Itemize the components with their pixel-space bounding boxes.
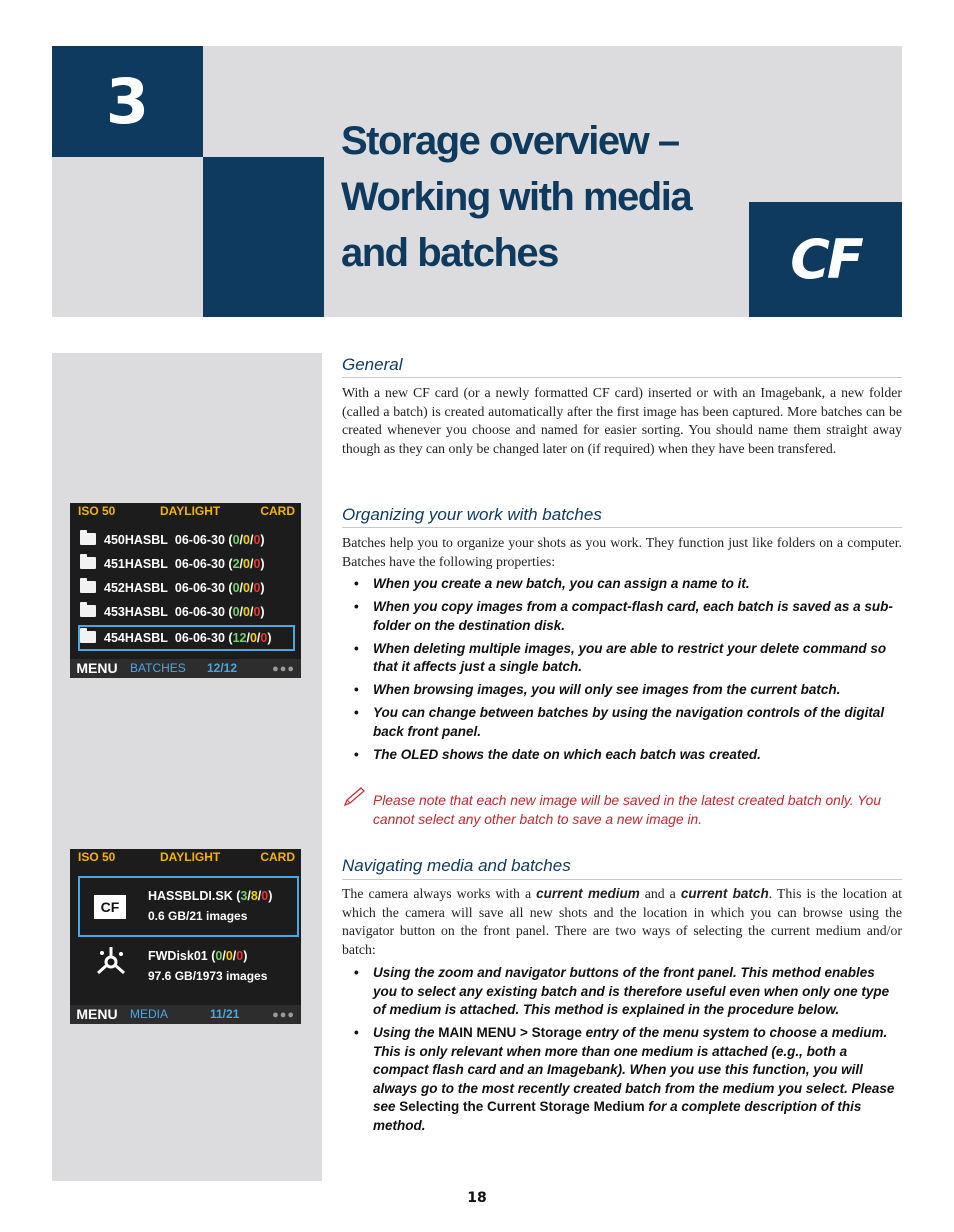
folder-icon <box>80 557 96 569</box>
iso-label: ISO 50 <box>78 504 116 518</box>
list-item: • When browsing images, you will only see images from the current batch. <box>354 682 841 697</box>
bullet-list-navigating <box>342 964 902 1140</box>
section-label: MEDIA <box>130 1007 169 1021</box>
divider <box>342 377 902 378</box>
firewire-icon <box>94 945 128 977</box>
folder-icon <box>80 533 96 545</box>
chapter-number: 3 <box>105 65 150 138</box>
list-item: • Using the MAIN MENU > Storage entry of the menu system to choose a medium. This is only relevant when more than one medium is attached (e.g., both a compact flash card and an Imagebank). When you use this function, you will always go to the most recently created batch from the medium you select. Please see Selecting the Current Storage Medium for a complete description of this method. <box>354 1025 895 1133</box>
batch-row-selected[interactable]: 454HASBL 06-06-30 (12/0/0) <box>80 627 272 649</box>
media-screen <box>70 849 301 1024</box>
folder-icon <box>80 581 96 593</box>
batch-row[interactable]: 451HASBL 06-06-30 (2/0/0) <box>80 553 265 575</box>
cf-logo: CF <box>790 228 861 291</box>
divider <box>342 527 902 528</box>
white-balance-label: DAYLIGHT <box>160 504 221 518</box>
screen-status-bar <box>70 503 301 519</box>
media-counter: 11/21 <box>210 1007 240 1021</box>
chapter-title-line: and batches <box>341 231 558 275</box>
bullet-list-organizing <box>342 575 902 769</box>
divider <box>342 879 902 880</box>
list-item: • When you create a new batch, you can assign a name to it. <box>354 576 750 591</box>
cf-card-icon: CF <box>94 895 126 919</box>
section-heading-organizing: Organizing your work with batches <box>342 505 602 524</box>
list-item: • The OLED shows the date on which each batch was created. <box>354 746 761 762</box>
section-heading-general: General <box>342 355 403 374</box>
chapter-title-line: Storage overview – <box>341 119 679 163</box>
storage-label: CARD <box>260 504 295 518</box>
paragraph-navigating: The camera always works with a current medium and a current batch. This is the location at which the camera will save all new shots and the location in which you can browse using the navigator button on the front panel. There are two ways of selecting the current medium and/or batch: <box>342 886 902 957</box>
pencil-icon <box>343 787 367 807</box>
batch-counter: 12/12 <box>207 661 238 675</box>
page-number: 18 <box>467 1190 487 1206</box>
sidebar-panel <box>52 353 322 1181</box>
batch-row[interactable]: 452HASBL 06-06-30 (0/0/0) <box>80 577 265 599</box>
iso-label: ISO 50 <box>78 850 116 864</box>
decor-block <box>203 157 324 317</box>
list-item: • When you copy images from a compact-flash card, each batch is saved as a sub-folder on the destination disk. <box>354 599 893 633</box>
media-info: 0.6 GB/21 images <box>148 909 248 923</box>
section-label: BATCHES <box>130 661 186 675</box>
list-item: • When deleting multiple images, you are able to restrict your delete command so that it affects just a single batch. <box>354 640 887 674</box>
screen-status-bar <box>70 849 301 865</box>
media-info: 97.6 GB/1973 images <box>148 969 268 983</box>
media-item-firewire[interactable]: FWDisk01 (0/0/0) <box>148 949 248 963</box>
paragraph-general: With a new CF card (or a newly formatted CF card) inserted or with an Imagebank, a new folder (called a batch) is created automatically after the first image has been captured. More batches can be created whenever you choose and named for easier sorting. You should name them straight away though as they can only be changed later on (if required) when they have been transfered. <box>342 385 902 456</box>
batches-screen <box>70 503 301 678</box>
list-item: • Using the zoom and navigator buttons of the front panel. This method enables you to select any existing batch and is therefore useful even when only one type of medium is attached. This method is explained in the procedure below. <box>354 965 890 1017</box>
menu-button[interactable]: MENU <box>70 659 124 678</box>
white-balance-label: DAYLIGHT <box>160 850 221 864</box>
pagination-dots-icon: ●●● <box>272 1009 295 1021</box>
storage-label: CARD <box>260 850 295 864</box>
batch-row[interactable]: 453HASBL 06-06-30 (0/0/0) <box>80 601 265 623</box>
folder-icon <box>80 631 96 643</box>
section-heading-navigating: Navigating media and batches <box>342 856 571 875</box>
chapter-title <box>341 113 741 281</box>
menu-button[interactable]: MENU <box>70 1005 124 1024</box>
pagination-dots-icon: ●●● <box>272 663 295 675</box>
paragraph-organizing: Batches help you to organize your shots as you work. They function just like folders on a computer. Batches have the following properties: <box>342 535 902 569</box>
chapter-title-line: Working with media <box>341 175 692 219</box>
list-item: • You can change between batches by using the navigation controls of the digital back front panel. <box>354 705 885 739</box>
media-item-cf[interactable]: HASSBLDI.SK (3/8/0) <box>148 889 273 903</box>
note-text: Please note that each new image will be saved in the latest created batch only. You cannot select any other batch to save a new image in. <box>373 793 881 827</box>
batch-row[interactable]: 450HASBL 06-06-30 (0/0/0) <box>80 529 265 551</box>
folder-icon <box>80 605 96 617</box>
